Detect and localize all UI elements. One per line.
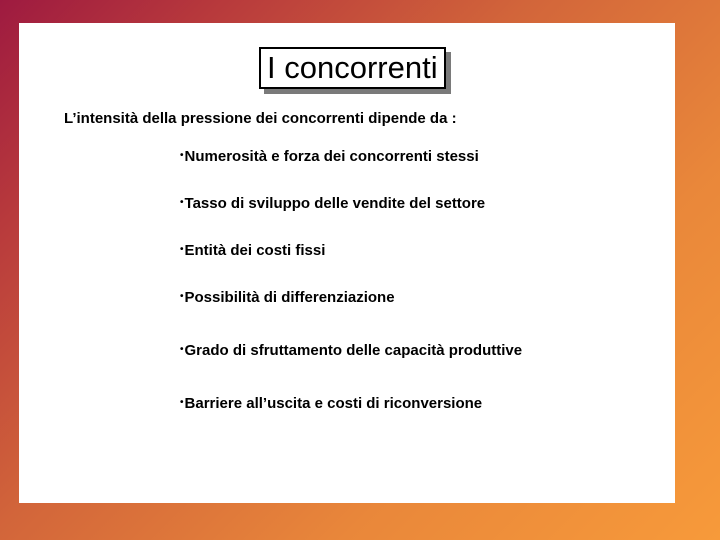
- bullet-item: [180, 395, 482, 412]
- title-box: [259, 47, 446, 89]
- bullet-item: [180, 342, 522, 359]
- bullet-item: [180, 242, 325, 259]
- bullet-marker: •: [180, 344, 184, 355]
- bullet-item: [180, 289, 395, 306]
- bullet-text: Grado di sfruttamento delle capacità produttive: [184, 342, 523, 359]
- bullet-marker: •: [180, 397, 184, 408]
- bullet-text: Barriere all’uscita e costi di riconversione: [184, 395, 483, 412]
- slide-title: I concorrenti: [267, 50, 438, 85]
- bullet-text: Possibilità di differenziazione: [184, 289, 395, 306]
- bullet-marker: •: [180, 197, 184, 208]
- intro-text: L’intensità della pressione dei concorrenti dipende da :: [64, 110, 457, 127]
- bullet-marker: •: [180, 291, 184, 302]
- bullet-item: [180, 195, 485, 212]
- bullet-marker: •: [180, 150, 184, 161]
- bullet-marker: •: [180, 244, 184, 255]
- slide-panel: [19, 23, 675, 503]
- bullet-text: Numerosità e forza dei concorrenti stessi: [184, 148, 479, 165]
- bullet-text: Tasso di sviluppo delle vendite del settore: [184, 195, 486, 212]
- bullet-text: Entità dei costi fissi: [184, 242, 326, 259]
- bullet-item: [180, 148, 479, 165]
